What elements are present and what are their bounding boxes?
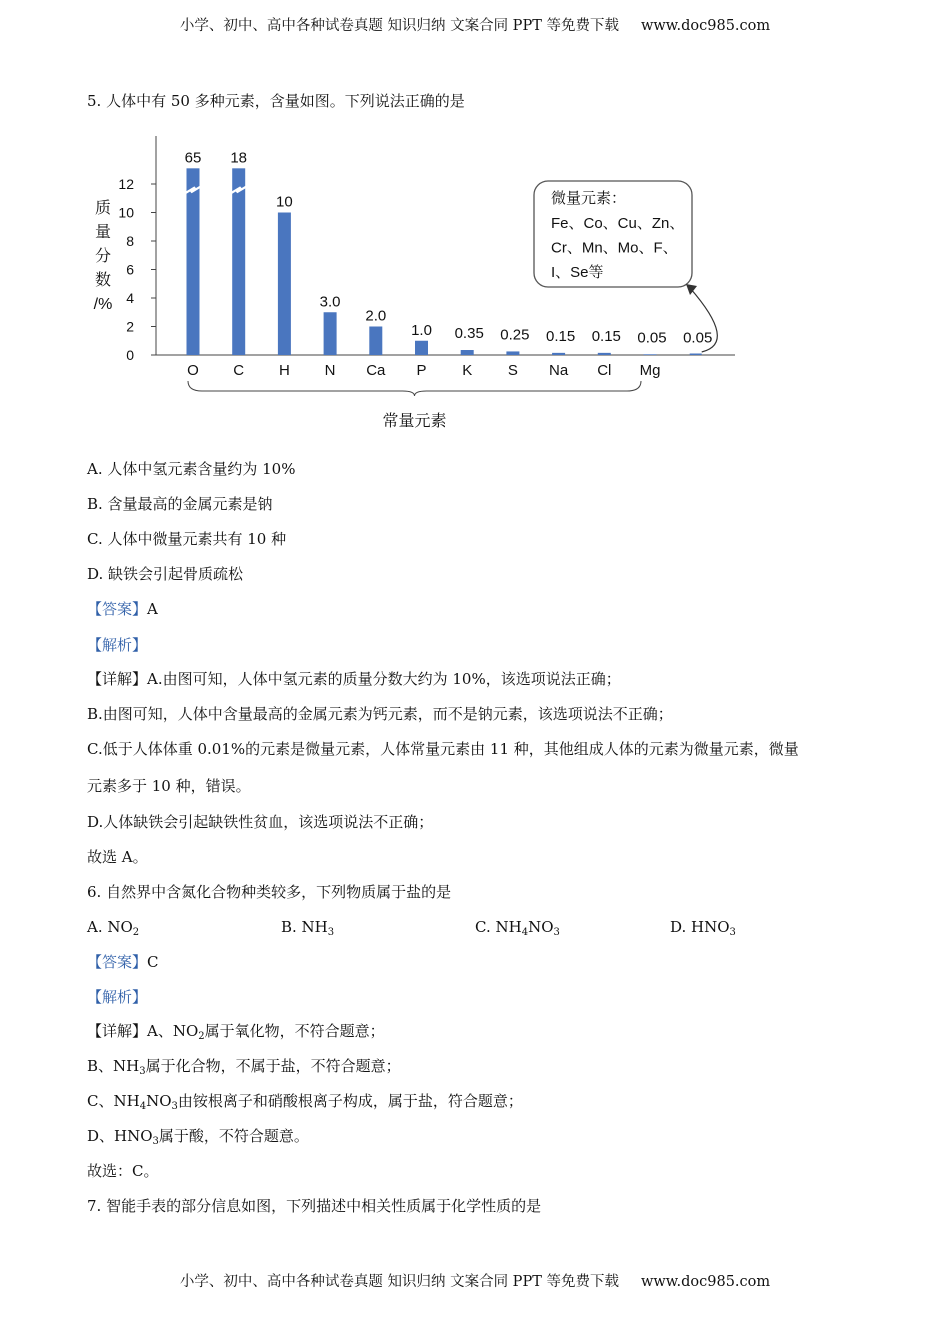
group-label: 常量元素 xyxy=(382,413,447,430)
data-label-p: 1.0 xyxy=(411,321,432,339)
detail-label: 【详解】 xyxy=(87,1022,148,1040)
opt-text: D. HNO xyxy=(670,918,730,936)
q5-option-b: B. 含量最高的金属元素是钠 xyxy=(87,495,273,513)
data-label-trace: 0.05 xyxy=(683,329,713,347)
category-label-o: O xyxy=(187,362,199,379)
bar-k xyxy=(461,350,474,355)
data-label-c: 18 xyxy=(230,149,248,167)
q5-stem: 5. 人体中有 50 多种元素，含量如图。下列说法正确的是 xyxy=(87,92,465,110)
detail-label: 【详解】 xyxy=(87,670,148,688)
q6-conclusion: 故选：C。 xyxy=(87,1162,159,1180)
callout-title: 微量元素： xyxy=(551,190,627,207)
q6-detail-3 xyxy=(87,1091,523,1117)
group-brace xyxy=(188,381,641,396)
answer-label: 【答案】 xyxy=(87,953,148,971)
bar-n xyxy=(324,312,337,355)
bar-mg xyxy=(644,354,657,355)
y-tick-label: 6 xyxy=(126,261,134,278)
category-label-na: Na xyxy=(549,362,569,379)
bar-cl xyxy=(598,353,611,355)
y-axis-label: 分 xyxy=(94,248,112,265)
bar-s xyxy=(506,351,519,355)
callout-line: Fe、Co、Cu、Zn、 xyxy=(551,215,685,232)
bar-o xyxy=(187,168,200,355)
q5-detail-5: D.人体缺铁会引起缺铁性贫血，该选项说法不正确； xyxy=(87,813,434,831)
subscript: 3 xyxy=(171,1101,178,1112)
q5-option-a: A. 人体中氢元素含量约为 10% xyxy=(87,460,296,478)
q5-detail-2: B.由图可知，人体中含量最高的金属元素为钙元素，而不是钠元素，该选项说法不正确； xyxy=(87,705,673,723)
q7-stem: 7. 智能手表的部分信息如图，下列描述中相关性质属于化学性质的是 xyxy=(87,1197,542,1215)
q5-answer xyxy=(87,599,158,619)
y-tick-label: 10 xyxy=(118,204,134,221)
detail-text: 属于氧化物，不符合题意； xyxy=(204,1022,385,1040)
subscript: 3 xyxy=(152,1136,159,1147)
q6-answer xyxy=(87,952,159,972)
detail-text: 属于酸，不符合题意。 xyxy=(158,1127,309,1145)
q5-detail-3: C.低于人体体重 0.01%的元素是微量元素，人体常量元素由 11 种，其他组成人体的元素为微量元素，微量 xyxy=(87,740,799,758)
category-label-cl: Cl xyxy=(597,362,612,379)
q6-option-b xyxy=(281,917,334,943)
data-label-o: 65 xyxy=(184,149,202,167)
q5-option-d: D. 缺铁会引起骨质疏松 xyxy=(87,565,244,583)
y-tick-label: 12 xyxy=(118,176,134,192)
opt-text: C. NH xyxy=(475,918,522,936)
y-axis-label: 数 xyxy=(94,272,112,289)
subscript: 4 xyxy=(139,1101,147,1112)
bar-na xyxy=(552,353,565,355)
bar-p xyxy=(415,341,428,355)
q6-analysis-label: 【解析】 xyxy=(87,988,148,1006)
y-tick-label: 2 xyxy=(126,318,134,335)
header-text: 小学、初中、高中各种试卷真题 知识归纳 文案合同 PPT 等免费下载 xyxy=(179,18,619,34)
subscript: 3 xyxy=(139,1066,146,1077)
category-label-p: P xyxy=(416,362,427,379)
data-label-na: 0.15 xyxy=(545,327,576,345)
q5-analysis-label: 【解析】 xyxy=(87,636,148,654)
opt-text: B. NH xyxy=(281,918,328,936)
subscript: 3 xyxy=(729,927,736,938)
subscript: 3 xyxy=(327,927,335,938)
category-label-h: H xyxy=(278,362,290,379)
detail-text: NO xyxy=(146,1092,172,1110)
y-tick-label: 4 xyxy=(126,290,134,306)
detail-text: A、NO xyxy=(147,1022,199,1040)
detail-text: 属于化合物，不属于盐，不符合题意； xyxy=(145,1057,401,1075)
footer-site: www.doc985.com xyxy=(640,1274,771,1290)
q6-option-a xyxy=(87,917,139,943)
data-label-mg: 0.05 xyxy=(637,329,667,347)
detail-text: D、HNO xyxy=(87,1127,153,1145)
answer-value: C xyxy=(147,953,159,971)
bar-trace-elements xyxy=(690,354,702,356)
data-label-h: 10 xyxy=(276,193,293,211)
subscript: 3 xyxy=(553,927,560,938)
callout-line: Cr、Mn、Mo、F、 xyxy=(551,239,678,257)
bar-c xyxy=(232,168,245,355)
y-axis-label: /% xyxy=(93,296,113,313)
q5-detail-4: 元素多于 10 种，错误。 xyxy=(87,777,251,795)
q6-detail-1 xyxy=(87,1021,385,1047)
q6-detail-4 xyxy=(87,1126,309,1152)
data-label-ca: 2.0 xyxy=(365,307,387,325)
callout-arrowhead xyxy=(686,284,697,295)
opt-text: NO xyxy=(528,918,554,936)
q5-conclusion: 故选 A。 xyxy=(87,848,148,866)
category-label-mg: Mg xyxy=(639,362,661,379)
category-label-s: S xyxy=(507,362,518,379)
category-label-n: N xyxy=(324,362,336,379)
footer-text: 小学、初中、高中各种试卷真题 知识归纳 文案合同 PPT 等免费下载 xyxy=(179,1274,619,1290)
data-label-s: 0.25 xyxy=(500,326,530,344)
category-label-c: C xyxy=(233,362,245,379)
y-axis-label: 质 xyxy=(94,200,112,217)
data-label-k: 0.35 xyxy=(454,325,484,343)
header-site: www.doc985.com xyxy=(640,18,771,34)
data-label-cl: 0.15 xyxy=(591,327,621,345)
answer-label: 【答案】 xyxy=(87,600,148,618)
data-label-n: 3.0 xyxy=(319,293,341,311)
detail-text: A.由图可知，人体中氢元素的质量分数大约为 10%，该选项说法正确； xyxy=(147,670,621,688)
q6-option-d xyxy=(670,917,736,943)
subscript: 2 xyxy=(132,927,140,938)
detail-text: C、NH xyxy=(87,1092,140,1110)
opt-text: A. NO xyxy=(87,918,133,936)
detail-text: 由铵根离子和硝酸根离子构成，属于盐，符合题意； xyxy=(177,1092,523,1110)
page-header xyxy=(0,14,950,35)
q6-detail-2 xyxy=(87,1056,401,1082)
q6-stem: 6. 自然界中含氮化合物种类较多，下列物质属于盐的是 xyxy=(87,883,452,901)
category-label-ca: Ca xyxy=(366,362,386,379)
bar-ca xyxy=(369,327,382,356)
bar-h xyxy=(278,213,291,356)
y-tick-label: 0 xyxy=(126,347,134,363)
detail-text: B、NH xyxy=(87,1057,140,1075)
subscript: 2 xyxy=(198,1031,205,1042)
y-tick-label: 8 xyxy=(126,233,134,249)
page-footer xyxy=(0,1270,950,1291)
answer-value: A xyxy=(147,600,158,618)
category-label-k: K xyxy=(462,362,473,379)
q5-detail-1 xyxy=(87,669,621,689)
element-chart xyxy=(0,128,950,478)
y-axis-label: 量 xyxy=(94,224,112,241)
subscript: 4 xyxy=(521,927,529,938)
callout-line: I、Se等 xyxy=(551,264,604,281)
q6-option-c xyxy=(475,917,560,943)
q5-option-c: C. 人体中微量元素共有 10 种 xyxy=(87,530,287,548)
